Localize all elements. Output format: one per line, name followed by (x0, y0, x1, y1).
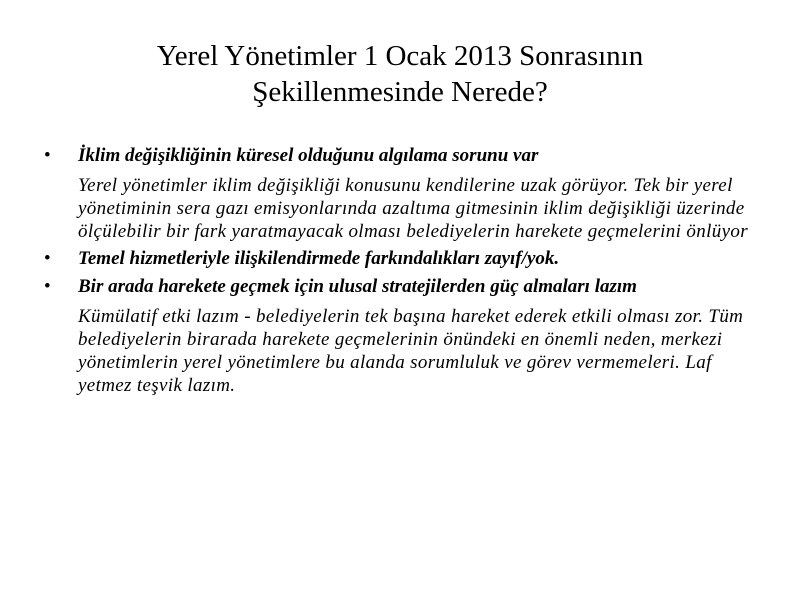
slide-title-line-1: Yerel Yönetimler 1 Ocak 2013 Sonrasının (156, 40, 644, 72)
bullet-heading-2: Temel hizmetleriyle ilişkilendirmede farkındalıkları zayıf/yok. (78, 248, 560, 269)
slide-title (40, 38, 760, 110)
bullet-dot-icon: • (44, 248, 51, 269)
slide-title-line-2: Şekillenmesinde Nerede? (252, 76, 548, 108)
bullet-item-2 (40, 247, 750, 270)
slide-content (40, 144, 750, 401)
bullet-detail-3: Kümülatif etki lazım - belediyelerin tek başına hareket ederek etkili olması zor. Tüm belediyelerin birarada harekete geçmelerinin önündeki en önemli neden, merkezi yönetimlerin yerel yönetimlere bu alanda sorumluluk ve görev vermemeleri. Laf yetmez teşvik lazım. (78, 306, 744, 396)
bullet-item-1 (40, 144, 750, 167)
bullet-item-3 (40, 275, 750, 298)
bullet-heading-1: İklim değişikliğinin küresel olduğunu algılama sorunu var (78, 145, 539, 166)
bullet-detail-1: Yerel yönetimler iklim değişikliği konusunu kendilerine uzak görüyor. Tek bir yerel yönetiminin sera gazı emisyonlarında azaltıma gitmesinin iklim değişikliği üzerinde ölçülebilir bir fark yaratmayacak olması belediyelerin harekete geçmelerini önlüyor (78, 175, 748, 242)
bullet-dot-icon: • (44, 145, 51, 166)
bullet-heading-3: Bir arada harekete geçmek için ulusal stratejilerden güç almaları lazım (78, 276, 637, 297)
bullet-dot-icon: • (44, 276, 51, 297)
